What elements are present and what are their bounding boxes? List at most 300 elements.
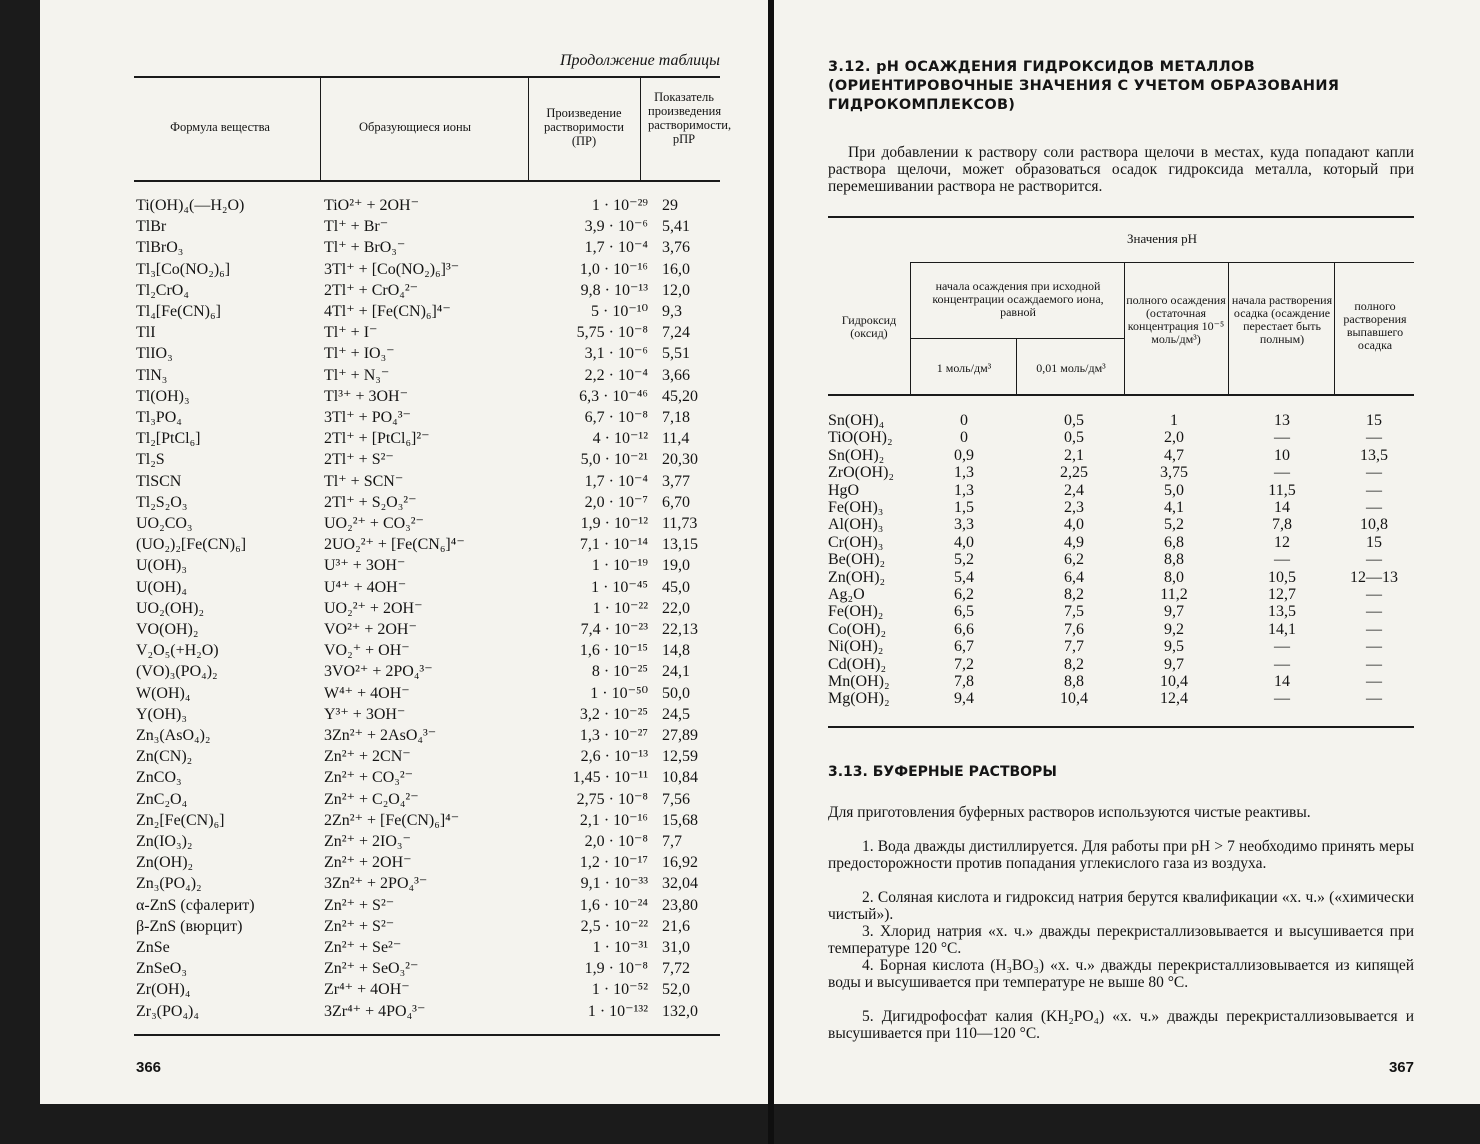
cell-formula: ZnC₂O₄ [136,790,188,808]
cell-ksp: 1 · 10⁻⁵² [591,981,648,999]
cell-ksp: 2,75 · 10⁻⁸ [576,790,648,808]
cell-start-1: 6,7 [954,638,974,656]
header-pksp: Показатель произведения растворимости, рПР [648,90,732,146]
cell-ksp: 9,1 · 10⁻³³ [580,875,648,893]
cell-formula: Tl₂S₂O₃ [136,493,188,511]
cell-ions: 3Tl⁺ + PO₄³⁻ [324,409,411,426]
cell-start-1: 0 [960,412,968,429]
cell-formula: Tl₃[Co(NO₂)₆] [136,260,231,278]
cell-start-1: 0 [960,429,968,447]
header-full-dissolve: полного растворения выпавшего осадка [1343,299,1407,352]
cell-ions: 3VO²⁺ + 2PO₄³⁻ [324,663,433,681]
cell-ions: Tl⁺ + IO₃⁻ [324,345,395,363]
cell-formula: Zr₃(PO₄)₄ [136,1002,199,1020]
cell-pksp: 50,0 [662,684,690,702]
header-bottom-rule [134,180,720,182]
cell-ksp: 1,7 · 10⁻⁴ [584,472,648,490]
cell-full-precip: 6,8 [1164,533,1184,551]
cell-start-dissolve: — [1274,690,1290,708]
cell-start-dissolve: 10 [1274,446,1290,464]
header-divider [640,78,641,180]
cell-pksp: 31,0 [662,939,690,956]
cell-ksp: 7,1 · 10⁻¹⁴ [579,536,648,554]
cell-start-1: 7,2 [954,655,974,673]
cell-pksp: 24,1 [662,663,690,681]
left-page [40,0,768,1104]
cell-hydroxide: Cd(OH)₂ [828,655,887,673]
cell-full-precip: 9,5 [1164,638,1184,656]
cell-ksp: 9,8 · 10⁻¹³ [580,281,648,299]
section-313-intro: Для приготовления буферных растворов используются чистые реактивы. [828,804,1311,821]
cell-ions: UO₂²⁺ + CO₃²⁻ [324,515,424,532]
cell-full-dissolve: 15 [1366,412,1382,429]
cell-formula: U(OH)₃ [136,557,187,575]
cell-start-001: 8,2 [1064,655,1084,673]
header-ph-values: Значения pH [1126,231,1198,246]
cell-hydroxide: HgO [828,481,860,499]
cell-ions: TiO²⁺ + 2OH⁻ [324,197,420,214]
cell-ions: 2Tl⁺ + CrO₄²⁻ [324,281,419,299]
buffer-item-2: 2. Соляная кислота и гидроксид натрия берутся квалификации «х. ч.» («химически чистый»). [828,889,1414,923]
cell-formula: TlBrO₃ [136,239,184,257]
header-start-precip: начала осаждения при исходной концентрации осаждаемого иона, равной [932,279,1104,319]
cell-start-dissolve: 14,1 [1268,620,1296,638]
cell-start-001: 7,5 [1064,603,1084,621]
cell-full-dissolve: — [1366,551,1382,569]
cell-ions: Tl⁺ + SCN⁻ [324,472,404,490]
cell-ksp: 2,6 · 10⁻¹³ [580,748,648,766]
cell-full-dissolve: — [1366,464,1382,482]
continuation-label: Продолжение таблицы [559,52,720,69]
header-ksp: Произведение растворимости (ПР) [544,106,624,148]
cell-full-dissolve: — [1366,673,1382,690]
cell-formula: TlSCN [136,472,182,490]
cell-ksp: 1,6 · 10⁻¹⁵ [579,642,648,660]
ph-table-top-rule [828,216,1414,218]
cell-full-precip: 5,0 [1164,481,1184,499]
header-full-precip: полного осаждения (остаточная концентрация 10⁻⁵ моль/дм³) [1126,293,1226,346]
cell-ions: VO₂⁺ + OH⁻ [324,642,410,660]
cell-ksp: 5,0 · 10⁻²¹ [580,451,648,469]
header-rule [910,262,1414,263]
cell-full-precip: 8,8 [1164,551,1184,569]
cell-ksp: 6,3 · 10⁻⁴⁶ [579,387,648,405]
cell-ions: Tl⁺ + BrO₃⁻ [324,239,406,257]
cell-full-dissolve: — [1366,586,1382,603]
cell-hydroxide: Mg(OH)₂ [828,690,890,708]
cell-full-precip: 9,7 [1164,655,1184,673]
cell-ksp: 1 · 10⁻¹⁹ [591,557,648,575]
cell-full-dissolve: — [1366,690,1382,708]
cell-full-precip: 10,4 [1160,673,1188,690]
cell-ksp: 1 · 10⁻⁴⁵ [591,578,648,596]
cell-hydroxide: Zn(OH)₂ [828,568,886,586]
cell-start-1: 7,8 [954,673,974,690]
cell-start-1: 0,9 [954,446,974,464]
cell-formula: Tl₂[PtCl₆] [136,430,201,448]
buffer-item-3: 3. Хлорид натрия «х. ч.» дважды перекристаллизовывается и высушивается при температуре 120 °С. [828,923,1414,957]
section-312-text: При добавлении к раствору соли раствора щелочи в местах, куда попадают капли раствора щелочи, может образоваться осадок гидроксида металла, который при перемешивании раствора не растворится. [828,144,1414,195]
cell-ions: 2UO₂²⁺ + [Fe(CN₆]⁴⁻ [324,536,465,554]
cell-start-dissolve: — [1274,429,1290,447]
cell-ions: Zn²⁺ + SeO₃²⁻ [324,960,419,978]
cell-ions: Tl³⁺ + 3OH⁻ [324,387,409,405]
cell-start-1: 1,5 [954,499,974,516]
cell-start-dissolve: 13,5 [1268,603,1296,621]
cell-pksp: 52,0 [662,981,690,999]
cell-formula: Zn(IO₃)₂ [136,833,193,850]
section-313-title: 3.13. БУФЕРНЫЕ РАСТВОРЫ [828,764,1057,780]
cell-formula: U(OH)₄ [136,578,187,596]
table-bottom-rule [134,1034,720,1036]
cell-pksp: 45,20 [662,387,698,405]
cell-ksp: 4 · 10⁻¹² [592,430,648,448]
cell-ksp: 2,1 · 10⁻¹⁶ [579,811,648,829]
cell-pksp: 15,68 [662,811,698,829]
cell-full-dissolve: 12—13 [1350,568,1398,586]
cell-pksp: 6,70 [662,493,690,511]
cell-hydroxide: Fe(OH)₃ [828,499,884,516]
cell-formula: Zn(CN)₂ [136,748,193,766]
cell-full-dissolve: — [1366,481,1382,499]
cell-ions: Y³⁺ + 3OH⁻ [324,705,406,723]
cell-full-dissolve: 15 [1366,533,1382,551]
ph-table-bottom-rule [828,726,1414,728]
cell-ions: Zn²⁺ + C₂O₄²⁻ [324,790,419,808]
cell-ions: Zr⁴⁺ + 4OH⁻ [324,981,410,999]
header-divider [1124,262,1125,394]
cell-formula: UO₂CO₃ [136,515,193,532]
cell-formula: Tl₄[Fe(CN)₆] [136,303,221,320]
cell-ions: Zn²⁺ + 2OH⁻ [324,854,412,872]
cell-ions: 2Zn²⁺ + [Fe(CN)₆]⁴⁻ [324,811,460,829]
cell-ksp: 1 · 10⁻¹³² [587,1002,648,1020]
cell-pksp: 32,04 [662,875,698,893]
cell-start-001: 8,2 [1064,586,1084,603]
cell-ksp: 3,9 · 10⁻⁶ [584,218,648,236]
cell-ksp: 1 · 10⁻⁵⁰ [590,684,648,702]
cell-ksp: 2,0 · 10⁻⁷ [584,493,648,511]
cell-start-dissolve: — [1274,655,1290,673]
cell-ksp: 1,3 · 10⁻²⁷ [579,727,648,744]
cell-ions: U⁴⁺ + 4OH⁻ [324,578,407,596]
cell-ksp: 1 · 10⁻²⁹ [591,197,648,214]
cell-full-precip: 8,0 [1164,568,1184,586]
cell-start-dissolve: 12 [1274,533,1290,551]
cell-formula: TlN₃ [136,366,168,384]
cell-pksp: 23,80 [662,896,698,914]
cell-pksp: 13,15 [662,536,698,554]
cell-start-1: 3,3 [954,516,974,534]
cell-full-dissolve: 10,8 [1360,516,1388,534]
cell-start-001: 2,1 [1064,446,1084,464]
page-number: 367 [1388,1059,1414,1076]
cell-ions: 2Tl⁺ + S²⁻ [324,451,394,469]
section-312-title: 3.12. pH ОСАЖДЕНИЯ ГИДРОКСИДОВ МЕТАЛЛОВ (ОРИЕНТИРОВОЧНЫЕ ЗНАЧЕНИЯ С УЧЕТОМ ОБРАЗОВАНИЯ ГИДРОКОМПЛЕКСОВ) [828,59,1340,113]
cell-hydroxide: Sn(OH)₄ [828,412,885,429]
cell-start-1: 5,4 [954,568,974,586]
cell-pksp: 29 [662,197,678,214]
cell-pksp: 24,5 [662,705,690,723]
cell-formula: Ti(OH)₄(—H₂O) [136,197,245,214]
cell-formula: W(OH)₄ [136,684,191,702]
cell-pksp: 3,77 [662,472,690,490]
cell-hydroxide: Mn(OH)₂ [828,673,890,690]
cell-pksp: 7,18 [662,409,690,426]
cell-ions: 3Zn²⁺ + 2AsO₄³⁻ [324,727,437,744]
header-start-dissolve: начала растворения осадка (осаждение перестает быть полным) [1231,293,1333,346]
cell-pksp: 27,89 [662,727,698,744]
header-divider [528,78,529,180]
cell-pksp: 16,92 [662,854,698,872]
cell-full-precip: 3,75 [1160,464,1188,482]
cell-full-precip: 2,0 [1164,429,1184,447]
cell-ksp: 5,75 · 10⁻⁸ [576,324,648,342]
cell-pksp: 22,13 [662,621,698,638]
cell-start-001: 2,4 [1064,481,1084,499]
header-divider [1016,338,1017,394]
cell-pksp: 3,66 [662,366,690,384]
cell-start-dissolve: — [1274,464,1290,482]
cell-ions: 2Tl⁺ + [PtCl₆]²⁻ [324,430,430,448]
cell-pksp: 20,30 [662,451,698,469]
cell-hydroxide: Sn(OH)₂ [828,446,885,464]
cell-start-001: 6,2 [1064,551,1084,569]
cell-formula: Zn₃(AsO₄)₂ [136,727,211,744]
cell-full-precip: 4,1 [1164,499,1184,516]
cell-ksp: 7,4 · 10⁻²³ [580,621,648,638]
buffer-item-5: 5. Дигидрофосфат калия (KH₂PO₄) «х. ч.» дважды перекристаллизовывается и высушивается при 110—120 °С. [828,1008,1414,1042]
cell-pksp: 12,59 [662,748,698,766]
cell-hydroxide: Be(OH)₂ [828,551,886,569]
cell-ions: 3Tl⁺ + [Co(NO₂)₆]³⁻ [324,260,460,278]
cell-ions: 3Zr⁴⁺ + 4PO₄³⁻ [324,1002,426,1020]
header-hydroxide: Гидроксид (оксид) [841,313,897,340]
cell-formula: VO(OH)₂ [136,621,199,638]
cell-full-precip: 9,7 [1164,603,1184,621]
cell-ions: Zn²⁺ + 2CN⁻ [324,748,411,766]
ph-header-bottom-rule [828,394,1414,396]
cell-ions: 4Tl⁺ + [Fe(CN)₆]⁴⁻ [324,303,451,320]
cell-hydroxide: Ni(OH)₂ [828,638,884,656]
cell-start-001: 7,6 [1064,620,1084,638]
cell-formula: UO₂(OH)₂ [136,599,205,617]
cell-start-1: 1,3 [954,481,974,499]
cell-start-001: 0,5 [1064,429,1084,447]
cell-formula: ZnSeO₃ [136,960,187,978]
cell-full-precip: 9,2 [1164,620,1184,638]
cell-hydroxide: ZrO(OH)₂ [828,464,894,482]
header-ions: Образующиеся ионы [358,120,472,134]
cell-ksp: 1,0 · 10⁻¹⁶ [579,260,648,278]
cell-ksp: 3,2 · 10⁻²⁵ [579,705,648,723]
cell-ions: W⁴⁺ + 4OH⁻ [324,684,410,702]
cell-hydroxide: TiO(OH)₂ [828,429,893,447]
cell-ksp: 2,5 · 10⁻²² [580,917,648,935]
cell-pksp: 45,0 [662,578,690,596]
header-divider [320,78,321,180]
cell-formula: Tl₃PO₄ [136,409,182,426]
cell-full-dissolve: — [1366,429,1382,447]
cell-pksp: 12,0 [662,281,690,299]
cell-start-dissolve: 12,7 [1268,586,1296,603]
cell-full-dissolve: — [1366,620,1382,638]
cell-full-dissolve: — [1366,603,1382,621]
cell-start-001: 2,25 [1060,464,1088,482]
cell-pksp: 7,56 [662,790,690,808]
cell-start-dissolve: — [1274,638,1290,656]
cell-pksp: 10,84 [662,769,698,787]
cell-full-precip: 1 [1170,412,1178,429]
cell-start-1: 6,2 [954,586,974,603]
cell-formula: ZnSe [136,939,170,956]
cell-hydroxide: Ag₂O [828,586,865,603]
cell-pksp: 5,41 [662,218,690,236]
cell-ksp: 2,2 · 10⁻⁴ [584,366,648,384]
cell-full-dissolve: 13,5 [1360,446,1388,464]
cell-pksp: 7,24 [662,324,690,342]
cell-full-precip: 5,2 [1164,516,1184,534]
header-rule [910,338,1124,339]
cell-start-dissolve: 13 [1274,412,1290,429]
cell-ksp: 1,9 · 10⁻⁸ [584,960,648,978]
cell-start-dissolve: 7,8 [1272,516,1292,534]
cell-ions: U³⁺ + 3OH⁻ [324,557,406,575]
cell-ions: Tl⁺ + Br⁻ [324,218,389,236]
cell-start-001: 7,7 [1064,638,1084,656]
buffer-item-1: 1. Вода дважды дистиллируется. Для работы при pH > 7 необходимо принять меры предосторожности против попадания углекислого газа из воздуха. [828,838,1414,872]
cell-start-1: 9,4 [954,690,974,708]
cell-start-1: 6,5 [954,603,974,621]
cell-formula: Y(OH)₃ [136,705,187,723]
cell-full-dissolve: — [1366,655,1382,673]
cell-hydroxide: Cr(OH)₃ [828,533,884,551]
cell-full-dissolve: — [1366,638,1382,656]
cell-ksp: 1,45 · 10⁻¹¹ [572,769,648,787]
cell-ksp: 3,1 · 10⁻⁶ [584,345,648,363]
header-formula: Формула вещества [170,120,270,134]
cell-full-dissolve: — [1366,499,1382,516]
cell-ions: Tl⁺ + I⁻ [324,324,378,342]
cell-pksp: 7,7 [662,833,682,850]
cell-pksp: 7,72 [662,960,690,978]
cell-formula: Zn₃(PO₄)₂ [136,875,202,893]
cell-start-1: 5,2 [954,551,974,569]
cell-formula: TlBr [136,218,167,236]
cell-start-001: 4,0 [1064,516,1084,534]
cell-start-dissolve: 14 [1274,673,1290,690]
cell-pksp: 21,6 [662,917,690,935]
cell-full-precip: 11,2 [1160,586,1188,603]
right-page [774,0,1480,1104]
cell-ksp: 1,9 · 10⁻¹² [580,515,648,532]
cell-ions: 2Tl⁺ + S₂O₃²⁻ [324,493,417,511]
cell-ions: Tl⁺ + N₃⁻ [324,366,390,384]
cell-hydroxide: Al(OH)₃ [828,516,884,534]
cell-start-001: 8,8 [1064,673,1084,690]
cell-formula: β-ZnS (вюрцит) [136,917,243,935]
cell-pksp: 19,0 [662,557,690,575]
cell-formula: (UO₂)₂[Fe(CN)₆] [136,536,247,554]
cell-pksp: 9,3 [662,303,682,320]
cell-formula: ZnCO₃ [136,769,182,787]
cell-ksp: 5 · 10⁻¹⁰ [591,303,648,320]
cell-ksp: 1,2 · 10⁻¹⁷ [579,854,648,872]
header-conc-001: 0,01 моль/дм³ [1036,361,1106,375]
cell-start-dissolve: 10,5 [1268,568,1296,586]
cell-pksp: 14,8 [662,642,690,660]
cell-ksp: 1,7 · 10⁻⁴ [584,239,648,257]
cell-ions: Zn²⁺ + S²⁻ [324,896,395,914]
cell-start-001: 10,4 [1060,690,1088,708]
cell-ions: Zn²⁺ + CO₃²⁻ [324,769,414,787]
cell-formula: V₂O₅(+H₂O) [136,642,219,660]
cell-ksp: 2,0 · 10⁻⁸ [584,833,648,850]
cell-formula: Zn₂[Fe(CN)₆] [136,811,225,829]
cell-pksp: 22,0 [662,599,690,617]
cell-ksp: 1 · 10⁻³¹ [592,939,648,956]
cell-hydroxide: Fe(OH)₂ [828,603,884,621]
cell-hydroxide: Co(OH)₂ [828,620,887,638]
cell-start-001: 6,4 [1064,568,1084,586]
cell-ksp: 8 · 10⁻²⁵ [591,663,648,681]
cell-pksp: 11,4 [662,430,690,448]
cell-ions: Zn²⁺ + Se²⁻ [324,939,402,956]
cell-formula: Tl₂CrO₄ [136,281,189,299]
header-divider [910,262,911,394]
cell-formula: (VO)₃(PO₄)₂ [136,663,218,681]
cell-formula: Zr(OH)₄ [136,981,191,999]
cell-start-1: 6,6 [954,620,974,638]
cell-ksp: 6,7 · 10⁻⁸ [584,409,648,426]
cell-start-001: 2,3 [1064,499,1084,516]
table-top-rule [134,76,720,78]
cell-ions: UO₂²⁺ + 2OH⁻ [324,599,423,617]
header-conc-1: 1 моль/дм³ [936,361,992,375]
cell-ksp: 1,6 · 10⁻²⁴ [579,896,648,914]
cell-ions: Zn²⁺ + S²⁻ [324,917,395,935]
cell-formula: TlI [136,324,156,342]
header-divider [1228,262,1229,394]
cell-ions: 3Zn²⁺ + 2PO₄³⁻ [324,875,428,893]
page-number: 366 [136,1059,162,1076]
cell-ions: Zn²⁺ + 2IO₃⁻ [324,833,411,850]
cell-pksp: 3,76 [662,239,690,257]
cell-pksp: 5,51 [662,345,690,363]
cell-start-001: 4,9 [1064,533,1084,551]
cell-formula: Zn(OH)₂ [136,854,194,872]
cell-start-001: 0,5 [1064,412,1084,429]
cell-start-dissolve: — [1274,551,1290,569]
cell-start-1: 4,0 [954,533,974,551]
cell-full-precip: 12,4 [1160,690,1188,708]
header-divider [1334,262,1335,394]
cell-formula: Tl(OH)₃ [136,387,190,405]
cell-pksp: 132,0 [662,1002,698,1020]
cell-formula: Tl₂S [136,451,165,469]
cell-start-1: 1,3 [954,464,974,482]
cell-formula: α-ZnS (сфалерит) [136,896,255,914]
cell-full-precip: 4,7 [1164,446,1184,464]
cell-formula: TlIO₃ [136,345,173,363]
cell-pksp: 16,0 [662,260,690,278]
buffer-item-4: 4. Борная кислота (H₃BO₃) «х. ч.» дважды перекристаллизовывается из кипящей воды и высушивается при температуре не выше 80 °С. [828,957,1414,991]
cell-pksp: 11,73 [662,515,698,532]
cell-ions: VO²⁺ + 2OH⁻ [324,621,417,638]
cell-start-dissolve: 14 [1274,499,1290,516]
cell-start-dissolve: 11,5 [1268,481,1296,499]
cell-ksp: 1 · 10⁻²² [592,599,648,617]
